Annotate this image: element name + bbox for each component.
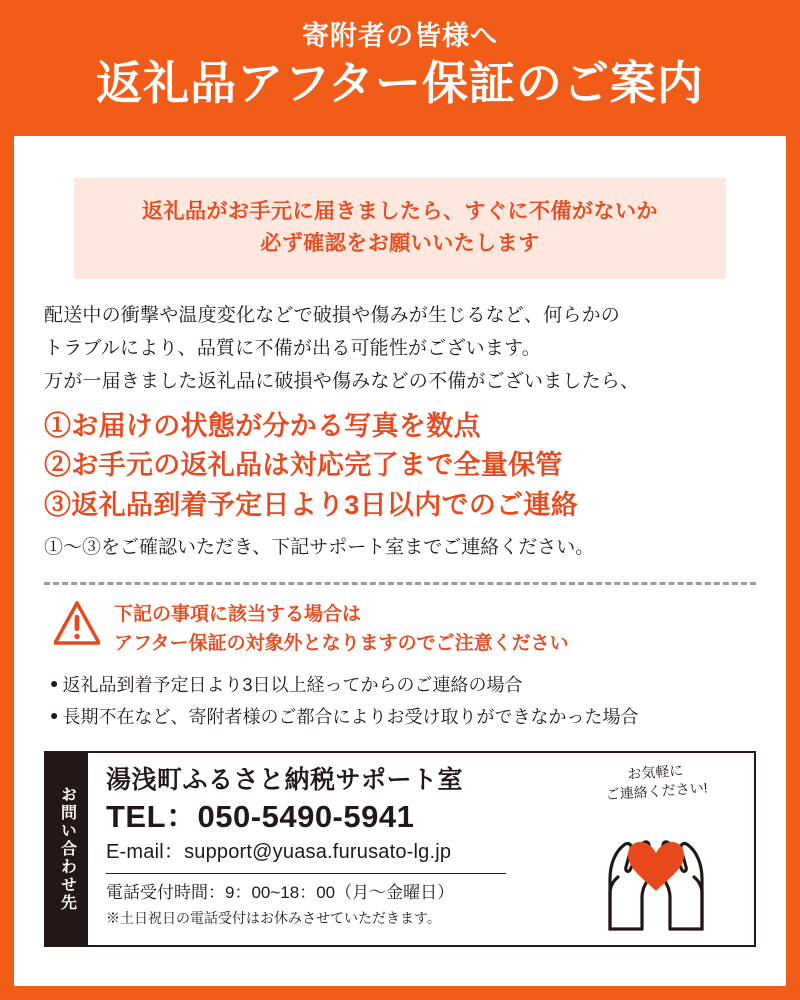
step-item-1: ①お届けの状態が分かる写真を数点 (44, 411, 481, 442)
intro-line-3: 万が一届きました返礼品に破損や傷みなどの不備がございましたら、 (44, 370, 640, 392)
warning-exclamation-icon (54, 601, 100, 645)
art-caption-line-2: ご連絡ください! (605, 779, 708, 803)
notice-box (74, 178, 726, 279)
header-subtitle: 寄附者の皆様へ (302, 21, 498, 51)
bullet-text: 返礼品到着予定日より3日以上経ってからのご連絡の場合 (62, 675, 523, 696)
contact-details (88, 753, 754, 945)
page-title: 返礼品アフター保証のご案内 (96, 56, 704, 109)
content-card (14, 136, 786, 986)
intro-line-2: トラブルにより、品質に不備が出る可能性がございます。 (44, 337, 541, 359)
bullet-dot-icon: ● (50, 706, 59, 723)
step-item-2: ②お手元の返礼品は対応完了まで全量保管 (44, 450, 563, 481)
contact-hours-note: ※土日祝日の電話受付はお休みさせていただきます。 (106, 909, 441, 926)
hands-holding-heart-icon (566, 759, 746, 939)
art-caption-line-1: お気軽に (626, 762, 684, 783)
contact-hours: 電話受付時間：9：00~18：00（月〜金曜日） (106, 883, 455, 903)
dashed-divider (44, 582, 756, 585)
list-item (50, 702, 756, 734)
contact-tab-label: お問い合わせ先 (46, 753, 88, 945)
after-steps-text: ①〜③をご確認いただき、下記サポート室までご連絡ください。 (44, 536, 595, 558)
warning-text (114, 599, 569, 658)
contact-divider (106, 873, 506, 874)
notice-line-2: 必ず確認をお願いいたします (260, 231, 540, 255)
bullet-dot-icon: ● (50, 675, 59, 692)
steps-list (44, 407, 756, 524)
bullet-text: 長期不在など、寄附者様のご都合によりお受け取りができなかった場合 (62, 706, 639, 727)
contact-organization: 湯浅町ふるさと納税サポート室 (106, 766, 464, 795)
list-item (50, 670, 756, 702)
warning-block (44, 599, 756, 658)
contact-box (44, 751, 756, 947)
contact-email[interactable]: E-mail：support@yuasa.furusato-lg.jp (106, 841, 452, 864)
step-item-3: ③返礼品到着予定日より3日以内でのご連絡 (44, 489, 579, 520)
intro-line-1: 配送中の衝撃や温度変化などで破損や傷みが生じるなど、何らかの (44, 305, 621, 326)
warning-line-1: 下記の事項に該当する場合は (114, 604, 362, 626)
contact-telephone[interactable]: TEL：050-5490-5941 (106, 799, 415, 835)
page-header (0, 0, 800, 125)
notice-line-1: 返礼品がお手元に届きましたら、すぐに不備がないか (142, 200, 658, 223)
warning-bullets (50, 670, 756, 733)
art-caption (565, 757, 747, 807)
warning-line-2: アフター保証の対象外となりますのでご注意ください (114, 632, 569, 654)
